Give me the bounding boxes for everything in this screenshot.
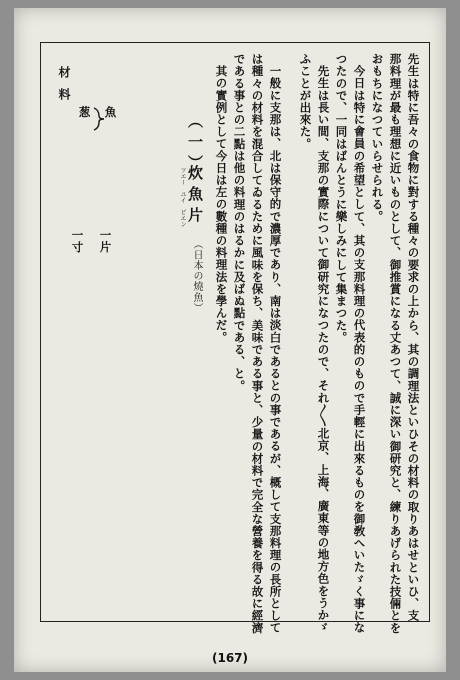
body-line-8: 一般に支那は、北は保守的で濃厚であり、南は淡白であるとの事であるが、概して支那料理の長所として [268,65,283,634]
recipe-title: 炊魚片 [186,165,204,228]
body-line-2: 那料理が最も理想に近いものとして、御推賞になる丈あつて、誠に深い御研究と、練りあげられた技倆とを [388,53,403,634]
body-line-7: ふことが出來た。 [298,53,313,150]
recipe-note: （日本の燒魚） [191,239,202,314]
ingredients-label: 材料 [57,66,71,110]
page-number: (167) [211,651,249,665]
body-line-3: おもちになつていらせられる。 [370,53,385,223]
body-line-9: は種々の材料を混合してゐるために風味を保ち、美味である事と、少量の材料で完全な營養を得る故に經濟 [250,53,265,634]
body-line-5: つたので、一同はばんとうに樂しみにして集まつた。 [334,53,349,344]
book-page [14,8,446,672]
ingredient-name-2: 葱 [77,106,92,119]
body-line-6: 先生は長い間、支那の實際について御研究になつたので、それ〳〵北京、上海、廣東等の地方色をうかゞ [316,65,331,634]
body-line-4: 今日は特に會員の希望として、其の支那料理の代表的のもので手輕に出來るものを御敎へいたゞく事にな [352,65,367,634]
body-line-1: 先生は特に吾々の食物に對する種々の要求の上から、其の調理法といひその材料の取りあはせといひ、支 [406,53,421,622]
body-line-11: 其の實例として今日は左の數種の料理法を學んだ。 [214,65,229,344]
ingredient-name-1: 魚 [103,106,118,119]
ingredient-qty-1: 一片 [98,229,113,254]
recipe-number: （一） [186,113,204,176]
recipe-ruby: ツエー ユイ ピエン [179,167,186,227]
ingredient-qty-2: 一寸 [70,229,85,254]
body-line-10: である事との二點は他の料理のはるかに及ばぬ點である、と。 [232,53,247,392]
